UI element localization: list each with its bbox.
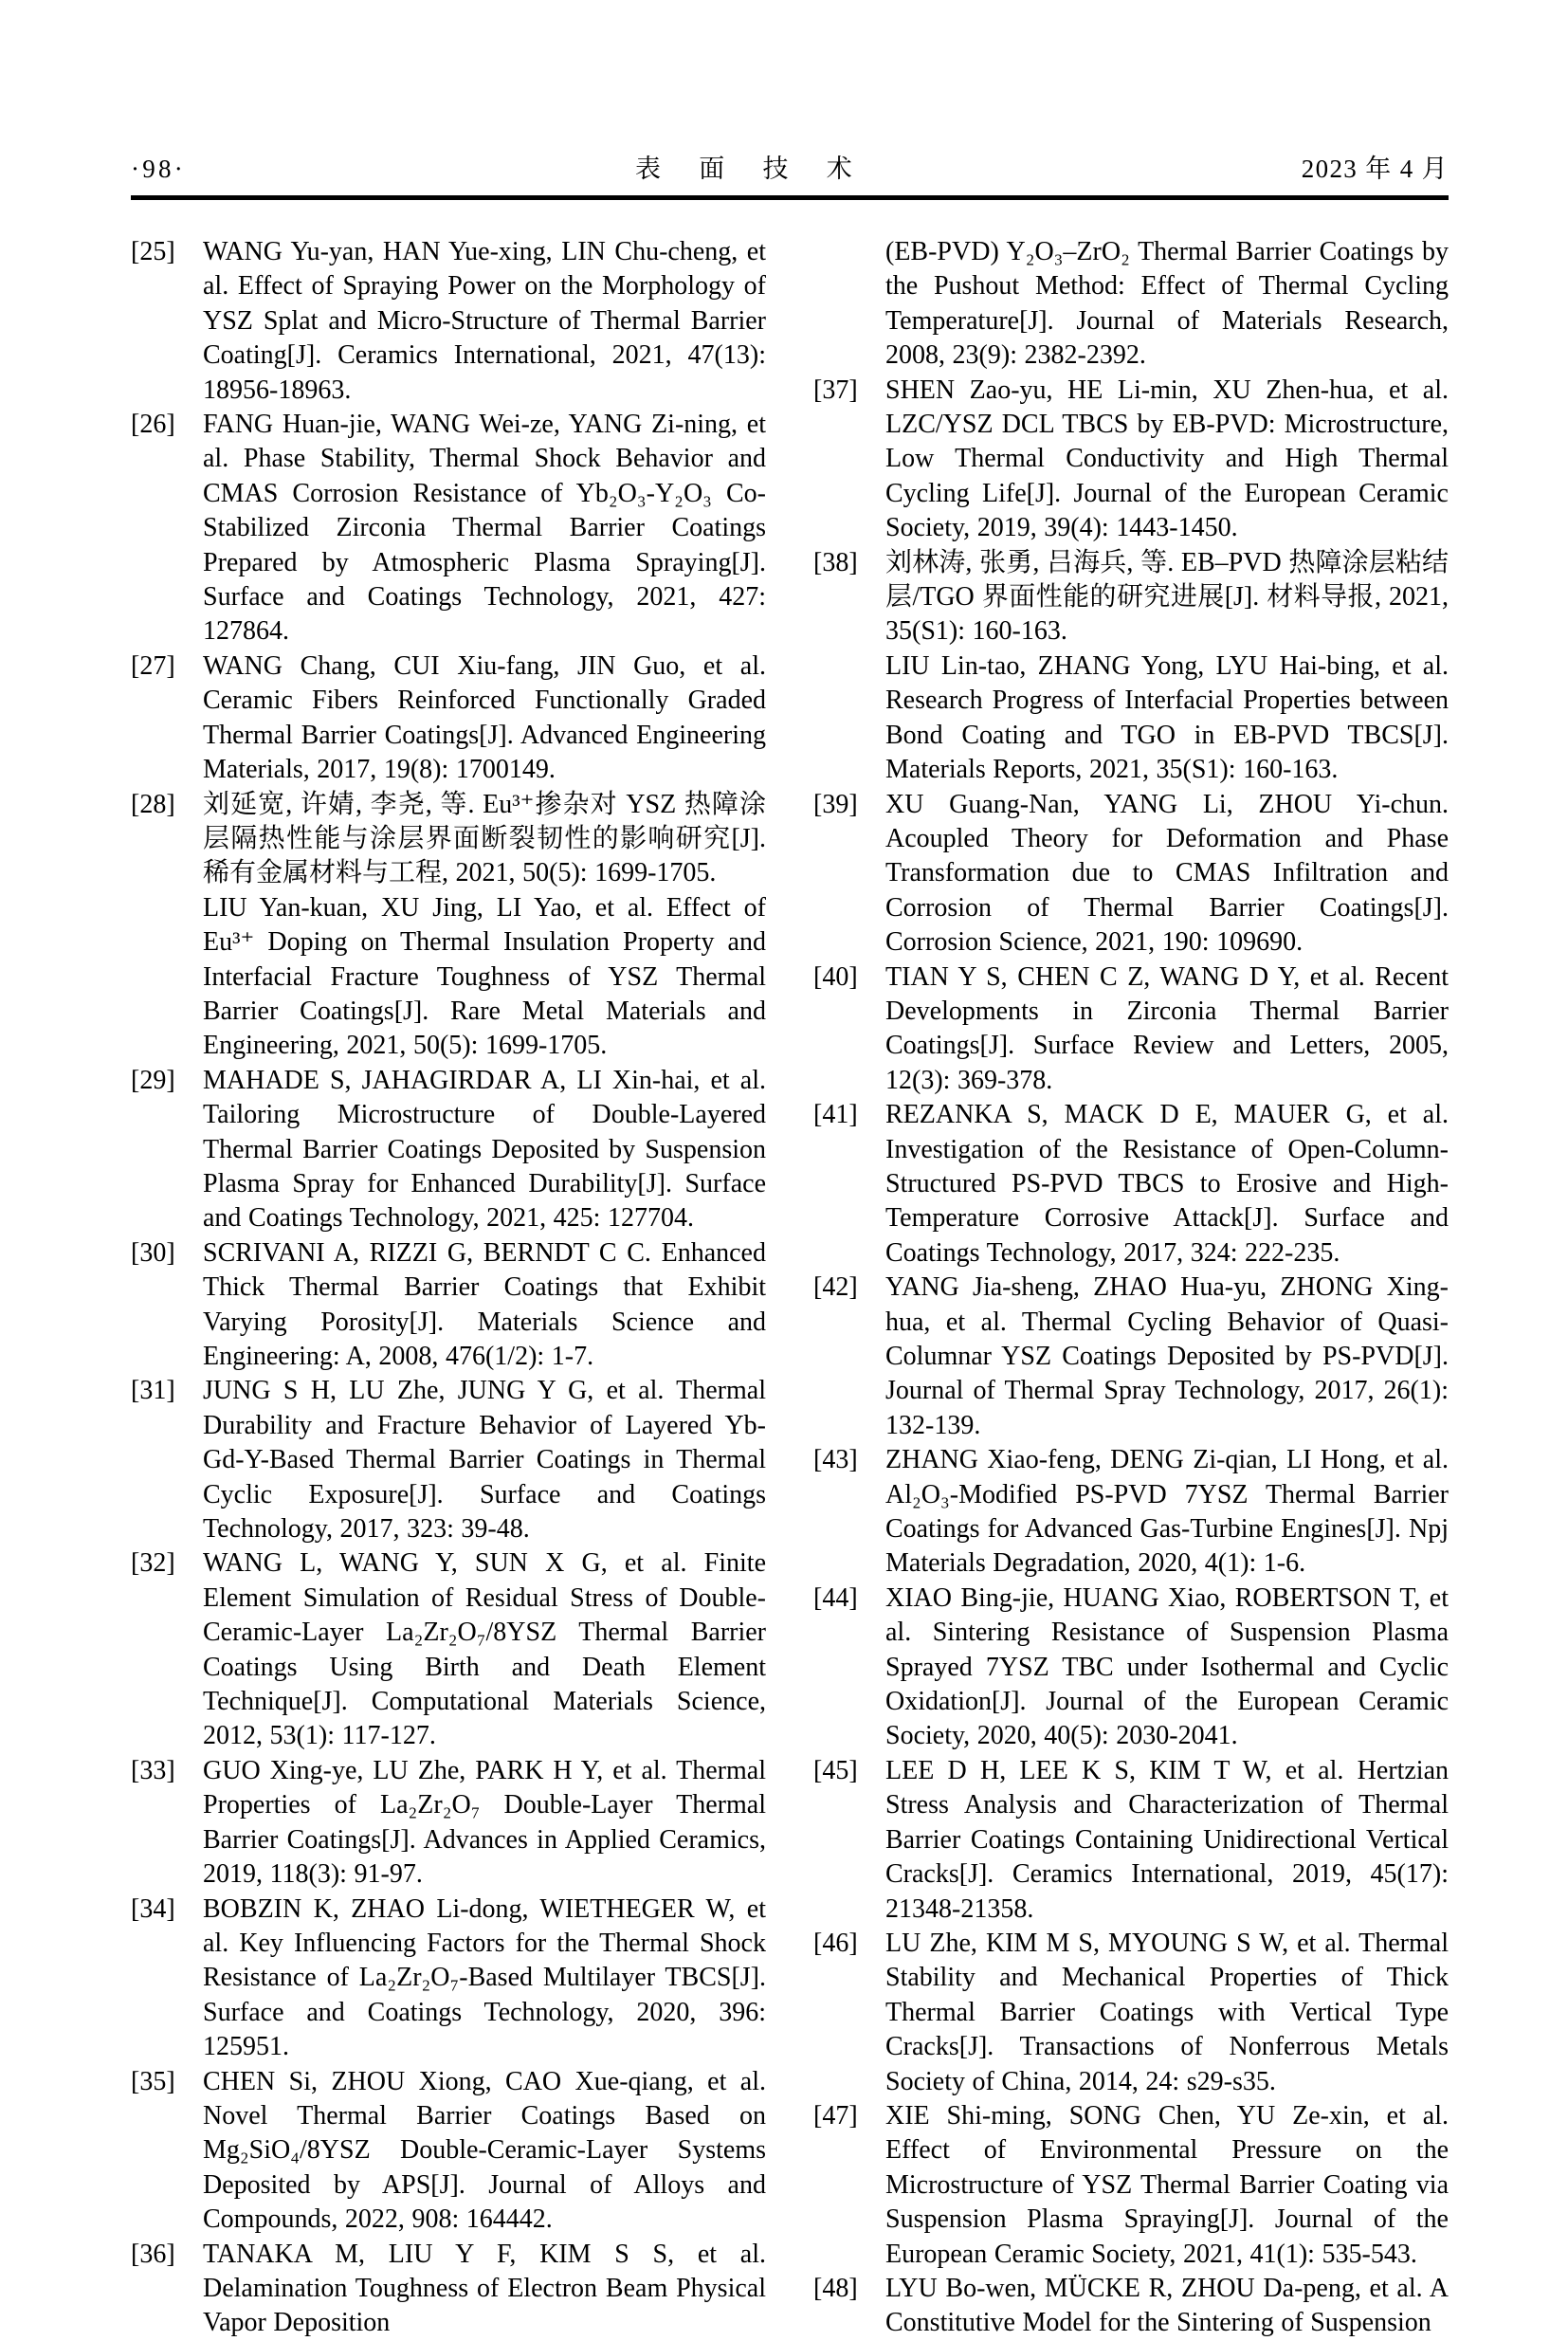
reference-number: [27] [131, 650, 175, 681]
reference-item [131, 1064, 766, 1236]
reference-item [813, 2272, 1449, 2341]
reference-number: [48] [813, 2273, 858, 2303]
reference-number: [46] [813, 1928, 858, 1958]
reference-item [813, 1443, 1449, 1582]
journal-title: 表 面 技 术 [635, 155, 868, 183]
reference-text: XIAO Bing-jie, HUANG Xiao, ROBERTSON T, et al. Sintering Resistance of Suspension Plasma Sprayed 7YSZ TBC under Isothermal and Cyclic Oxidation[J]. Journal of the European Ceramic Society, 2020, 40(5): 2030-2041. [885, 1582, 1449, 1751]
reference-number: [39] [813, 789, 858, 819]
reference-item [131, 788, 766, 1064]
reference-item [813, 374, 1449, 546]
reference-text: REZANKA S, MACK D E, MAUER G, et al. Investigation of the Resistance of Open-Column-Structured PS-PVD TBCS to Erosive and High-Temperature Corrosive Attack[J]. Surface and Coatings Technology, 2017, 324: 222-235. [885, 1100, 1449, 1268]
reference-list [131, 235, 1449, 2341]
reference-number: [32] [131, 1548, 175, 1579]
reference-number: [36] [131, 2239, 175, 2269]
reference-number: [43] [813, 1445, 858, 1475]
reference-text: SCRIVANI A, RIZZI G, BERNDT C C. Enhanced Thick Thermal Barrier Coatings that Exhibit Varying Porosity[J]. Materials Science and Engineering: A, 2008, 476(1/2): 1-7. [203, 1237, 766, 1371]
reference-item [131, 649, 766, 788]
reference-item [813, 546, 1449, 788]
reference-item [131, 1236, 766, 1375]
reference-text: WANG Chang, CUI Xiu-fang, JIN Guo, et al. Ceramic Fibers Reinforced Functionally Graded Thermal Barrier Coatings[J]. Advanced Engineering Materials, 2017, 19(8): 1700149. [203, 650, 766, 785]
reference-number: [33] [131, 1755, 175, 1785]
reference-text: (EB-PVD) Y₂O₃–ZrO₂ Thermal Barrier Coatings by the Pushout Method: Effect of Thermal Cycling Temperature[J]. Journal of Materials Research, 2008, 23(9): 2382-2392. [885, 237, 1449, 371]
reference-text: 刘延宽, 许婧, 李尧, 等. Eu³⁺掺杂对 YSZ 热障涂层隔热性能与涂层界面断裂韧性的影响研究[J]. 稀有金属材料与工程, 2021, 50(5): 1699-1705. [203, 789, 766, 888]
reference-item [131, 2238, 766, 2341]
reference-item [813, 1582, 1449, 1754]
reference-number: [35] [131, 2066, 175, 2096]
reference-text: BOBZIN K, ZHAO Li-dong, WIETHEGER W, et al. Key Influencing Factors for the Thermal Shock Resistance of La₂Zr₂O₇-Based Multilayer TBCS[J]. Surface and Coatings Technology, 2020, 396: 125951. [203, 1893, 766, 2062]
header-rule [131, 195, 1449, 200]
reference-text: LIU Yan-kuan, XU Jing, LI Yao, et al. Effect of Eu³⁺ Doping on Thermal Insulation Property and Interfacial Fracture Toughness of YSZ Thermal Barrier Coatings[J]. Rare Metal Materials and Engineering, 2021, 50(5): 1699-1705. [203, 892, 766, 1061]
reference-number: [38] [813, 547, 858, 577]
reference-text: GUO Xing-ye, LU Zhe, PARK H Y, et al. Thermal Properties of La₂Zr₂O₇ Double-Layer Thermal Barrier Coatings[J]. Advances in Applied Ceramics, 2019, 118(3): 91-97. [203, 1755, 766, 1890]
reference-number: [29] [131, 1065, 175, 1095]
reference-number: [26] [131, 410, 175, 440]
reference-number: [28] [131, 789, 175, 819]
right-column [813, 235, 1449, 2341]
reference-text: WANG Yu-yan, HAN Yue-xing, LIN Chu-cheng, et al. Effect of Spraying Power on the Morphology of YSZ Splat and Micro-Structure of Thermal Barrier Coating[J]. Ceramics International, 2021, 47(13): 18956-18963. [203, 237, 766, 405]
reference-item [131, 235, 766, 408]
reference-text: TIAN Y S, CHEN C Z, WANG D Y, et al. Recent Developments in Zirconia Thermal Barrier Coatings[J]. Surface Review and Letters, 2005, 12(3): 369-378. [885, 961, 1449, 1095]
reference-number: [40] [813, 961, 858, 992]
reference-number: [25] [131, 237, 175, 266]
reference-text: LYU Bo-wen, MÜCKE R, ZHOU Da-peng, et al. A Constitutive Model for the Sintering of Suspension [885, 2273, 1449, 2338]
reference-number: [47] [813, 2100, 858, 2131]
reference-text: ZHANG Xiao-feng, DENG Zi-qian, LI Hong, et al. Al₂O₃-Modified PS-PVD 7YSZ Thermal Barrier Coatings for Advanced Gas-Turbine Engines[J]. Npj Materials Degradation, 2020, 4(1): 1-6. [885, 1445, 1449, 1579]
reference-item [813, 1098, 1449, 1271]
reference-text: XU Guang-Nan, YANG Li, ZHOU Yi-chun. Acoupled Theory for Deformation and Phase Transformation due to CMAS Infiltration and Corrosion of Thermal Barrier Coatings[J]. Corrosion Science, 2021, 190: 109690. [885, 789, 1449, 958]
reference-item [131, 1374, 766, 1546]
reference-item [131, 2065, 766, 2238]
reference-number: [37] [813, 375, 858, 405]
issue-date: 2023 年 4 月 [1301, 155, 1449, 183]
reference-number: [30] [131, 1237, 175, 1268]
reference-number: [34] [131, 1893, 175, 1924]
reference-item [813, 788, 1449, 960]
reference-text: LIU Lin-tao, ZHANG Yong, LYU Hai-bing, et al. Research Progress of Interfacial Properties between Bond Coating and TGO in EB-PVD TBCS[J]. Materials Reports, 2021, 35(S1): 160-163. [885, 650, 1449, 785]
page-header [131, 150, 1449, 188]
reference-item [813, 1271, 1449, 1443]
reference-text: WANG L, WANG Y, SUN X G, et al. Finite Element Simulation of Residual Stress of Double-Ceramic-Layer La₂Zr₂O₇/8YSZ Thermal Barrier Coatings Using Birth and Death Element Technique[J]. Computational Materials Science, 2012, 53(1): 117-127. [203, 1548, 766, 1751]
reference-item [813, 960, 1449, 1099]
reference-text: JUNG S H, LU Zhe, JUNG Y G, et al. Thermal Durability and Fracture Behavior of Layered Yb-Gd-Y-Based Thermal Barrier Coatings in Thermal Cyclic Exposure[J]. Surface and Coatings Technology, 2017, 323: 39-48. [203, 1376, 766, 1545]
reference-item [131, 1893, 766, 2065]
reference-number: [41] [813, 1100, 858, 1130]
reference-text: YANG Jia-sheng, ZHAO Hua-yu, ZHONG Xing-hua, et al. Thermal Cycling Behavior of Quasi-Columnar YSZ Coatings Deposited by PS-PVD[J]. Journal of Thermal Spray Technology, 2017, 26(1): 132-139. [885, 1272, 1449, 1440]
reference-text: LU Zhe, KIM M S, MYOUNG S W, et al. Thermal Stability and Mechanical Properties of Thick Thermal Barrier Coatings with Vertical Type Cracks[J]. Transactions of Nonferrous Metals Society of China, 2014, 24: s29-s35. [885, 1928, 1449, 2096]
reference-text: FANG Huan-jie, WANG Wei-ze, YANG Zi-ning, et al. Phase Stability, Thermal Shock Behavior and CMAS Corrosion Resistance of Yb₂O₃-Y₂O₃ Co-Stabilized Zirconia Thermal Barrier Coatings Prepared by Atmospheric Plasma Spraying[J]. Surface and Coatings Technology, 2021, 427: 127864. [203, 410, 766, 647]
reference-text: XIE Shi-ming, SONG Chen, YU Ze-xin, et al. Effect of Environmental Pressure on the Microstructure of YSZ Thermal Barrier Coating via Suspension Plasma Spraying[J]. Journal of the European Ceramic Society, 2021, 41(1): 535-543. [885, 2100, 1449, 2269]
reference-text: CHEN Si, ZHOU Xiong, CAO Xue-qiang, et al. Novel Thermal Barrier Coatings Based on Mg₂SiO₄/8YSZ Double-Ceramic-Layer Systems Deposited by APS[J]. Journal of Alloys and Compounds, 2022, 908: 164442. [203, 2066, 766, 2235]
reference-number: [42] [813, 1272, 858, 1303]
reference-item [813, 1754, 1449, 1927]
reference-item [813, 235, 1449, 374]
reference-number: [45] [813, 1755, 858, 1785]
reference-item [813, 1927, 1449, 2099]
reference-text: MAHADE S, JAHAGIRDAR A, LI Xin-hai, et al. Tailoring Microstructure of Double-Layered Thermal Barrier Coatings Deposited by Suspension Plasma Spray for Enhanced Durability[J]. Surface and Coatings Technology, 2021, 425: 127704. [203, 1065, 766, 1234]
left-column [131, 235, 766, 2341]
reference-number: [44] [813, 1582, 858, 1613]
reference-item [813, 2099, 1449, 2272]
reference-item [131, 1754, 766, 1893]
reference-text: 刘林涛, 张勇, 吕海兵, 等. EB–PVD 热障涂层粘结层/TGO 界面性能的研究进展[J]. 材料导报, 2021, 35(S1): 160-163. [885, 547, 1449, 647]
reference-text: TANAKA M, LIU Y F, KIM S S, et al. Delamination Toughness of Electron Beam Physical Vapor Deposition [203, 2239, 766, 2338]
page-number: ·98· [131, 155, 186, 183]
reference-text: SHEN Zao-yu, HE Li-min, XU Zhen-hua, et al. LZC/YSZ DCL TBCS by EB-PVD: Microstructure, Low Thermal Conductivity and High Thermal Cycling Life[J]. Journal of the European Ceramic Society, 2019, 39(4): 1443-1450. [885, 375, 1449, 543]
reference-number: [31] [131, 1376, 175, 1406]
reference-text: LEE D H, LEE K S, KIM T W, et al. Hertzian Stress Analysis and Characterization of Thermal Barrier Coatings Containing Unidirectional Vertical Cracks[J]. Ceramics International, 2019, 45(17): 21348-21358. [885, 1755, 1449, 1924]
reference-item [131, 1546, 766, 1753]
reference-item [131, 408, 766, 649]
